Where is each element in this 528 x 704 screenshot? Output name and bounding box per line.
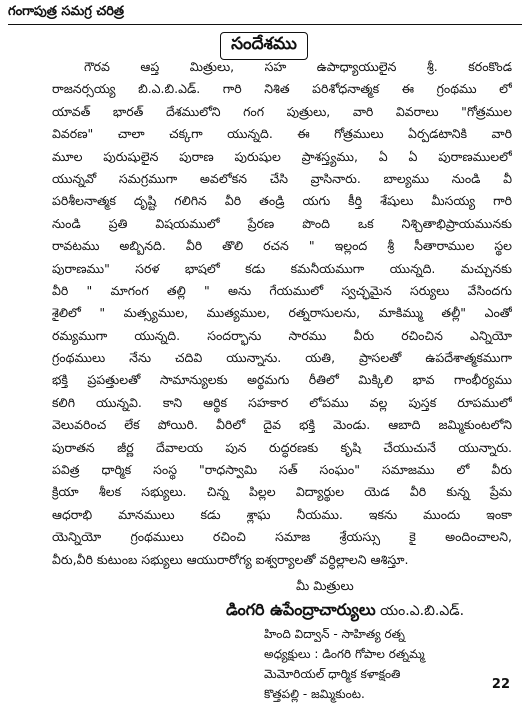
running-header: గంగాపుత్ర సమగ్ర చరిత్ర [8,4,125,19]
text-line: పురాతన జీర్ణ దేవాలయ పున రుద్ధరణకు కృషి చేయుచునే యున్నారు. [52,439,512,455]
text-line: వెలువరించ లేక పోయిరి. వీరిలో దైవ భక్తి మెండు. ఆబాది జమ్మికుంటలోని [52,417,512,433]
signer-credentials [264,624,425,704]
text-line: రాజనర్సయ్య బి.ఎ.బి.ఎడ్. గారి నిశిత పరిశోధనాత్మక ఈ గ్రంథము లో [52,81,512,97]
text-line: భక్తి ప్రపత్తులతో సామాన్యులకు అర్థమగు రీతిలో మిక్కిలి భావ గాంభీర్యము [52,372,512,388]
credential-line: అధ్యక్షులు : డింగరి గోపాల రత్నమ్మ [264,647,425,661]
text-line: రావటము అబ్బినది. వీరి తొలి రచన " ఇల్లంద శ్రీ సీతారాముల స్థల [52,238,512,254]
text-line: నుండి ప్రతి విషయములో ప్రేరణ పొంది ఒక నిశ్చితాభిప్రాయమునకు [52,215,512,231]
text-line: శైలిలో " మత్స్యముల, ముత్యముల, రత్నరాసులను, మాకిమ్ము తల్లీ" ఎంతో [52,305,512,321]
credential-line: కొత్తపల్లి - జమ్మికుంట. [264,687,365,701]
text-line: వివరణ" చాలా చక్కగా యున్నది. ఈ గోత్రములు ఏర్పడటానికి వారి [52,126,512,142]
text-line: ఆధరాభి మానములు కడు శ్లాఘ నీయము. ఇకను ముందు ఇంకా [52,506,512,522]
signer-degree: యం.ఎ.బి.ఎడ్. [380,603,465,619]
text-line: యెన్నియో గ్రంథములు రచించి సమాజ శ్రేయస్సు కై అందించాలని, [52,529,512,545]
page-number: 22 [491,677,510,692]
text-line: క్రియా శీలక సభ్యులు. చిన్న పిల్లల విద్యార్థుల యెడ వీరి కున్న ప్రేమ [52,484,512,500]
signer-name: డింగరి ఉపేంద్రాచార్యులు [226,600,376,619]
title-box: సందేశము [220,32,308,60]
text-line: వీరు,వీరి కుటుంబ సభ్యులు ఆయురారోగ్య ఐశ్వర్యాలతో వర్ధిల్లాలని ఆశిస్తూ. [52,551,409,567]
text-line: గౌరవ ఆప్త మిత్రులు, సహ ఉపాధ్యాయులైన శ్రీ. కరంకొండ [84,59,512,74]
header-rule [8,24,522,25]
closing-salutation: మీ మిత్రులు [296,578,354,593]
text-line: వీరి " మాగంగ తల్లి " అను గేయములో స్వచ్ఛమైన సర్యులు వేసిందగు [52,282,512,298]
text-line: పవిత్ర ధార్మిక సంస్థ "రాధస్వామి సత్ సంఘం" సమాజము లో వీరు [52,462,512,478]
text-line: రమ్యముగా యున్నది. సందర్భాను సారము వీరు రచించిన ఎన్నియో [52,327,512,343]
text-line: యావత్ భారత్ దేశములోని గంగ పుత్రులు, వారి వివరాలు "గోత్రముల [52,103,512,119]
text-line: గ్రంథములు నేను చదివి యున్నాను. యతి, ప్రాసలతో ఉపదేశాత్మకముగా [52,350,512,366]
signer [226,600,464,623]
text-line: పురాణము" సరళ భాషలో కడు కమనీయముగా యున్నది. మచ్చునకు [52,260,512,276]
text-line: పరిశీలనాత్మక దృష్టి గలిగిన వీరి తండ్రి యగు కీర్తి శేషులు మీసయ్య గారి [52,193,512,209]
credential-line: మెమోరియల్ ధార్మిక కళాక్షంతి [264,667,401,681]
text-line: మూల పురుషులైన పురాణ పురుషుల ప్రాశస్త్యము, ఏ ఏ పురాణములలో [52,148,512,164]
credential-line: హింది విద్వాన్ - సాహిత్య రత్న [264,627,405,641]
text-line: కలిగి యున్నవి. కాని ఆర్థిక సహకార లోపము వల్ల పుస్తక రూపములో [52,394,512,410]
message-body [52,56,512,571]
text-line: యున్నవో సమగ్రముగా అవలోకన చేసి వ్రాసినారు. బాల్యము నుండి వీ [52,170,512,186]
